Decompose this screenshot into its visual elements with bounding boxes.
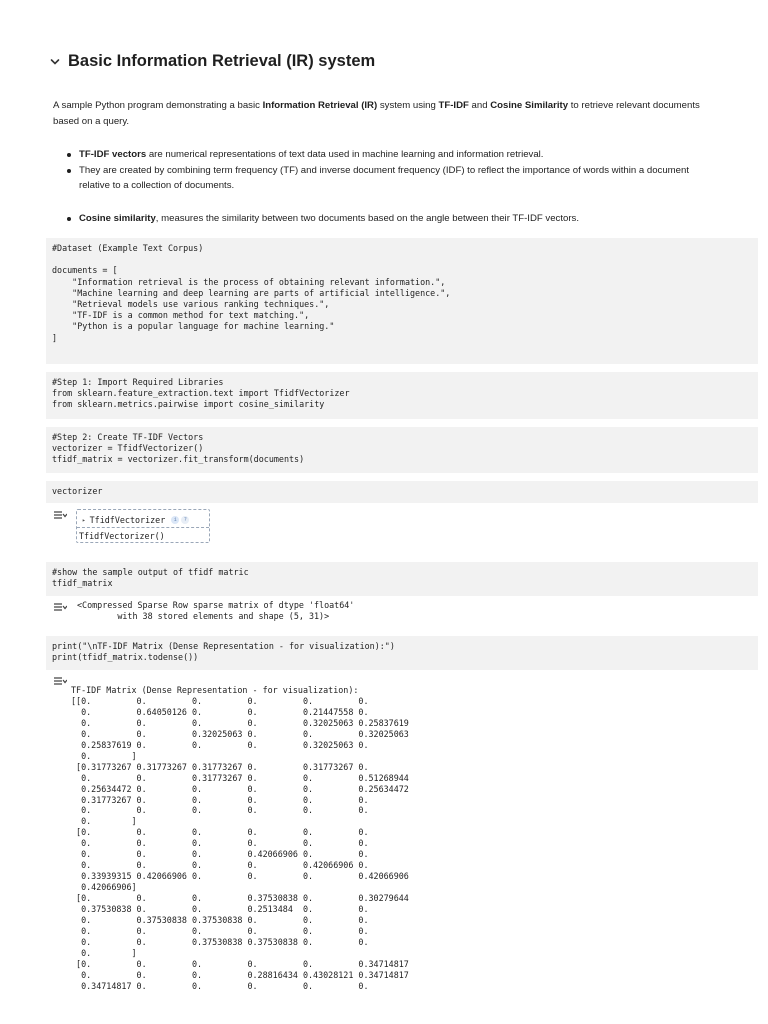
info-icon[interactable]: i: [171, 516, 179, 524]
code-editor[interactable]: #Step 1: Import Required Libraries from sklearn.feature_extraction.text import TfidfVectorizer from sklearn.metrics.pairwise import cosine_similarity: [52, 377, 350, 410]
output-toggle-icon[interactable]: [53, 602, 67, 612]
code-cell-imports[interactable]: [46, 372, 758, 419]
chevron-down-icon[interactable]: [50, 54, 68, 69]
section-heading[interactable]: [50, 52, 375, 71]
estimator-widget[interactable]: [76, 509, 210, 543]
code-cell-show[interactable]: [46, 562, 758, 596]
estimator-name: TfidfVectorizer: [89, 515, 166, 525]
code-cell-print[interactable]: [46, 636, 758, 670]
code-editor[interactable]: #Step 2: Create TF-IDF Vectors vectorizer = TfidfVectorizer() tfidf_matrix = vectorizer.fit_transform(documents): [52, 432, 305, 465]
code-editor[interactable]: print("\nTF-IDF Matrix (Dense Representation - for visualization):") print(tfidf_matrix.todense()): [52, 641, 395, 663]
list-item: They are created by combining term frequency (TF) and inverse document frequency (IDF) to reflect the importance of words within a document relative to a collection of documents.: [66, 163, 706, 194]
intro-paragraph: A sample Python program demonstrating a basic Information Retrieval (IR) system using TF-IDF and Cosine Similarity to retrieve relevant documents based on a query.: [53, 100, 700, 127]
help-icon[interactable]: ?: [181, 516, 189, 524]
section-title: Basic Information Retrieval (IR) system: [68, 52, 376, 70]
code-editor[interactable]: vectorizer: [52, 486, 103, 496]
output-toggle-icon[interactable]: [53, 676, 67, 686]
code-editor[interactable]: #Dataset (Example Text Corpus) documents = [ "Information retrieval is the process of obtaining relevant information.", "Machine learning and deep learning are parts of artificial intelligence.", "Retrieval models use various ranking techniques.", "TF-IDF is a common method for text matching.", "Python is a popular language for machine learning." ]: [52, 243, 451, 343]
list-item: TF-IDF vectors are numerical representations of text data used in machine learning and information retrieval.: [66, 147, 706, 163]
estimator-header[interactable]: [82, 514, 205, 526]
code-editor[interactable]: #show the sample output of tfidf matric tfidf_matrix: [52, 567, 249, 589]
code-cell-vectors[interactable]: [46, 427, 758, 473]
estimator-repr: TfidfVectorizer(): [77, 527, 209, 542]
list-item: Cosine similarity, measures the similarity between two documents based on the angle between their TF-IDF vectors.: [66, 211, 706, 227]
dense-matrix-output: TF-IDF Matrix (Dense Representation - for visualization): [[0. 0. 0. 0. 0. 0. 0. 0.64050126 0. 0. 0.21447558 0. 0. 0. 0. 0. 0.32025063 0.25837619 0. 0. 0.32025063 0. 0. 0.32025063 0.25837619 0. 0. 0. 0.32025063 0. 0. ] [0.31773267 0.31773267 0.31773267 0. 0.31773267 0. 0. 0. 0.31773267 0. 0. 0.51268944 0.25634472 0. 0. 0. 0. 0.25634472 0.31773267 0. 0. 0. 0. 0. 0. 0. 0. 0. 0. 0. 0. ] [0. 0. 0. 0. 0. 0. 0. 0. 0. 0. 0. 0. 0. 0. 0. 0.42066906 0. 0. 0. 0. 0. 0. 0.42066906 0. 0.33939315 0.42066906 0. 0. 0. 0.42066906 0.42066906] [0. 0. 0. 0.37530838 0. 0.30279644 0.37530838 0. 0. 0.2513484 0. 0. 0. 0.37530838 0.37530838 0. 0. 0. 0. 0. 0. 0. 0. 0. 0. 0. 0.37530838 0.37530838 0. 0. 0. ] [0. 0. 0. 0. 0. 0.34714817 0. 0. 0. 0.28816434 0.43028121 0.34714817 0.34714817 0. 0. 0. 0. 0.: [71, 685, 409, 991]
sparse-matrix-output: <Compressed Sparse Row sparse matrix of dtype 'float64' with 38 stored elements and shape (5, 31)>: [77, 600, 355, 622]
code-cell-vectorizer[interactable]: [46, 481, 758, 503]
output-toggle-icon[interactable]: [53, 510, 67, 520]
caret-right-icon[interactable]: ▸: [82, 516, 86, 524]
definition-list: [66, 147, 706, 226]
code-cell-dataset[interactable]: [46, 238, 758, 364]
